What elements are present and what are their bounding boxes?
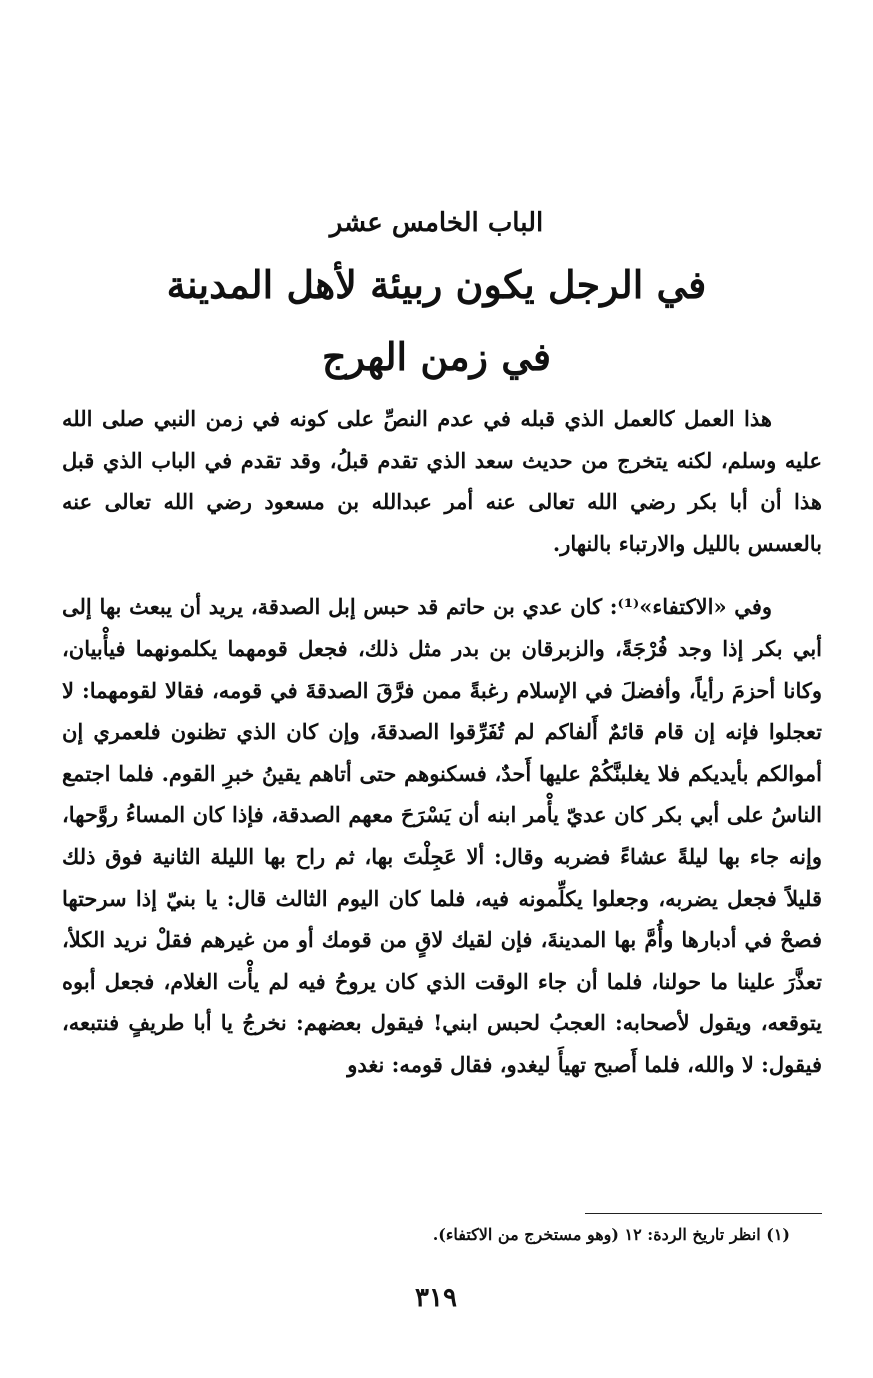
body-text <box>62 398 822 1086</box>
paragraph-1: هذا العمل كالعمل الذي قبله في عدم النصِّ على كونه في زمن النبي صلى الله عليه وسلم، لكنه يتخرج من حديث سعد الذي تقدم قبلُ، وقد تقدم في الباب الذي قبل هذا أن أبا بكر رضي الله تعالى عنه أمر عبدالله بن مسعود رضي الله تعالى عنه بالعسس بالليل والارتباء بالنهار. <box>62 406 822 556</box>
chapter-title-line-2: في زمن الهرج <box>321 334 552 379</box>
paragraph-2: وفي «الاكتفاء»⁽¹⁾: كان عدي بن حاتم قد حبس إبل الصدقة، يريد أن يبعث بها إلى أبي بكر إذا وجد فُرْجَةً، والزبرقان بن بدر مثل ذلك، فجعل قومهما يكلمونهما فيأْبيان، وكانا أحزمَ رأياً، وأفضلَ في الإسلام رغبةً ممن فرَّقَ الصدقةَ في قومه، فقالا لقومهما: لا تعجلوا فإنه إن قام قائمٌ أَلفاكم لم تُفَرِّقوا الصدقةَ، وإن كان الذي تظنون فلعمري إن أموالكم بأيديكم فلا يغلبنَّكُمْ عليها أَحدٌ، فسكنوهم حتى أتاهم يقينُ خبرِ القوم. فلما اجتمع الناسُ على أبي بكر كان عديّ يأْمر ابنه أن يَسْرَحَ معهم الصدقة، فإذا كان المساءُ روَّحها، وإنه جاء بها ليلةً عشاءً فضربه وقال: ألا عَجِلْتَ بها، ثم راح بها الليلة الثانية فوق ذلك قليلاً فجعل يضربه، وجعلوا يكلِّمونه فيه، فلما كان اليوم الثالث قال: يا بنيّ إذا سرحتها فصحْ في أدبارها وأُمَّ بها المدينةَ، فإن لقيك لاقٍ من قومك أو من غيرهم فقلْ نريد الكلأ، تعذَّرَ علينا ما حولنا، فلما أن جاء الوقت الذي كان يروحُ فيه لم يأْت الغلام، فجعل أبوه يتوقعه، ويقول لأصحابه: العجبُ لحبس ابني! فيقول بعضهم: نخرجُ يا أبا طريفٍ فنتبعه، فيقول: لا والله، فلما أَصبح تهيأَ ليغدو، فقال قومه: نغدو <box>62 594 822 1077</box>
footnote: (١) انظر تاريخ الردة: ١٢ (وهو مستخرج من الاكتفاء). <box>432 1225 790 1244</box>
page-number: ٣١٩ <box>415 1283 457 1313</box>
chapter-heading: الباب الخامس عشر <box>329 208 544 238</box>
footnote-separator <box>585 1213 822 1214</box>
chapter-title-line-1: في الرجل يكون ربيئة لأهل المدينة <box>166 262 707 307</box>
